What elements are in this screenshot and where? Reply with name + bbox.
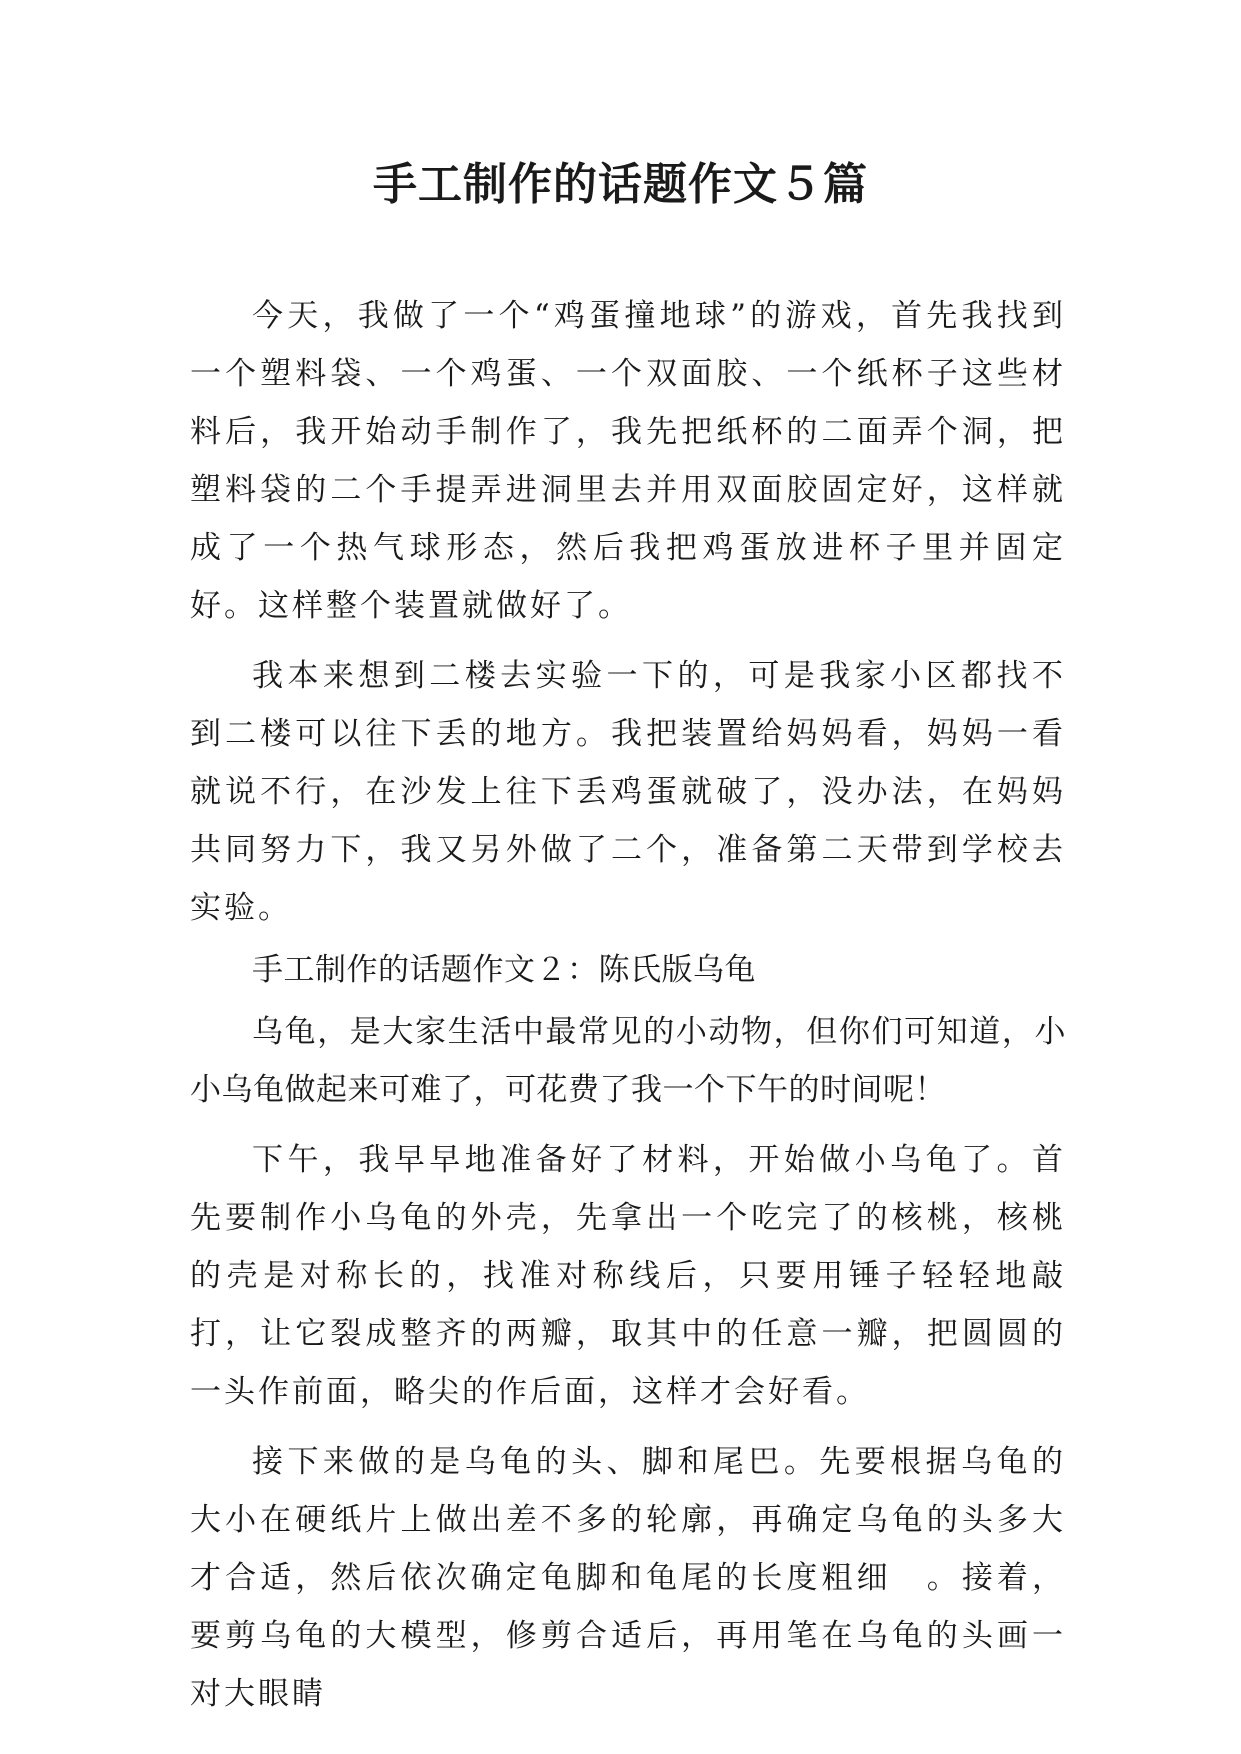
paragraph-2: 我本来想到二楼去实验一下的，可是我家小区都找不到二楼可以往下丢的地方。我把装置给妈妈看，妈妈一看就说不行，在沙发上往下丢鸡蛋就破了，没办法，在妈妈共同努力下，我又另外做了二个，准备第二天带到学校去实验。 [190, 658, 1066, 926]
section-heading: 手工制作的话题作文２：陈氏版乌龟 [252, 952, 756, 988]
paragraph-4: 下午，我早早地准备好了材料，开始做小乌龟了。首先要制作小乌龟的外壳，先拿出一个吃完了的核桃，核桃的壳是对称长的，找准对称线后，只要用锤子轻轻地敲打，让它裂成整齐的两瓣，取其中的任意一瓣，把圆圆的一头作前面，略尖的作后面，这样才会好看。 [190, 1142, 1066, 1410]
document-body [190, 287, 1066, 1723]
paragraph-5: 接下来做的是乌龟的头、脚和尾巴。先要根据乌龟的大小在硬纸片上做出差不多的轮廓，再确定乌龟的头多大才合适，然后依次确定龟脚和龟尾的长度粗细 。接着，要剪乌龟的大模型，修剪合适后，再用笔在乌龟的头画一对大眼睛 [190, 1444, 1066, 1712]
paragraph-3: 乌龟，是大家生活中最常见的小动物，但你们可知道，小小乌龟做起来可难了，可花费了我一个下午的时间呢！ [190, 1014, 1066, 1108]
paragraph-1: 今天，我做了一个“鸡蛋撞地球”的游戏，首先我找到一个塑料袋、一个鸡蛋、一个双面胶、一个纸杯子这些材料后，我开始动手制作了，我先把纸杯的二面弄个洞，把塑料袋的二个手提弄进洞里去并用双面胶固定好，这样就成了一个热气球形态，然后我把鸡蛋放进杯子里并固定好。这样整个装置就做好了。 [190, 298, 1066, 624]
document-title: 手工制作的话题作文５篇 [373, 159, 868, 210]
